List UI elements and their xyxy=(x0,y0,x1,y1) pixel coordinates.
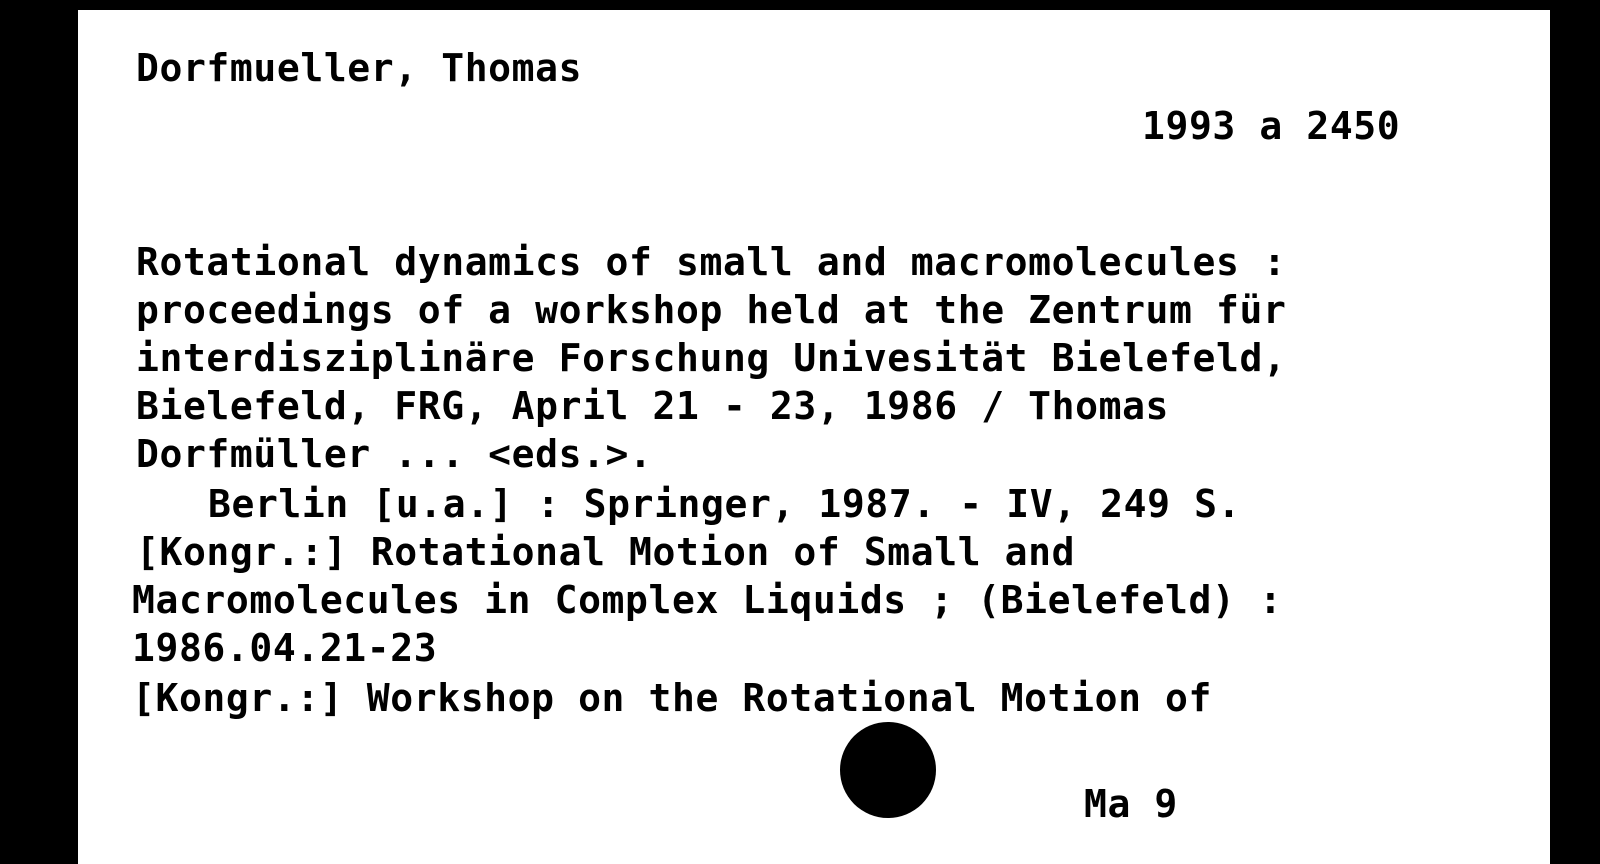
note-line-4: [Kongr.:] Workshop on the Rotational Motion of xyxy=(132,676,1212,720)
imprint-line: Berlin [u.a.] : Springer, 1987. - IV, 249 S. xyxy=(208,482,1242,526)
title-line-4: Bielefeld, FRG, April 21 - 23, 1986 / Thomas xyxy=(136,384,1170,428)
author-heading: Dorfmueller, Thomas xyxy=(136,46,583,90)
location-code: Ma 9 xyxy=(1084,782,1178,826)
title-line-3: interdisziplinäre Forschung Univesität Bielefeld, xyxy=(136,336,1287,380)
title-line-5: Dorfmüller ... <eds.>. xyxy=(136,432,653,476)
note-line-2: Macromolecules in Complex Liquids ; (Bielefeld) : xyxy=(132,578,1283,622)
shelf-mark: 1993 a 2450 xyxy=(1142,104,1401,148)
catalog-card xyxy=(78,10,1550,864)
punch-hole xyxy=(840,722,936,818)
scan-border-right xyxy=(1550,0,1600,864)
title-line-2: proceedings of a workshop held at the Zentrum für xyxy=(136,288,1287,332)
title-line-1: Rotational dynamics of small and macromolecules : xyxy=(136,240,1287,284)
note-line-1: [Kongr.:] Rotational Motion of Small and xyxy=(136,530,1076,574)
note-line-3: 1986.04.21-23 xyxy=(132,626,438,670)
